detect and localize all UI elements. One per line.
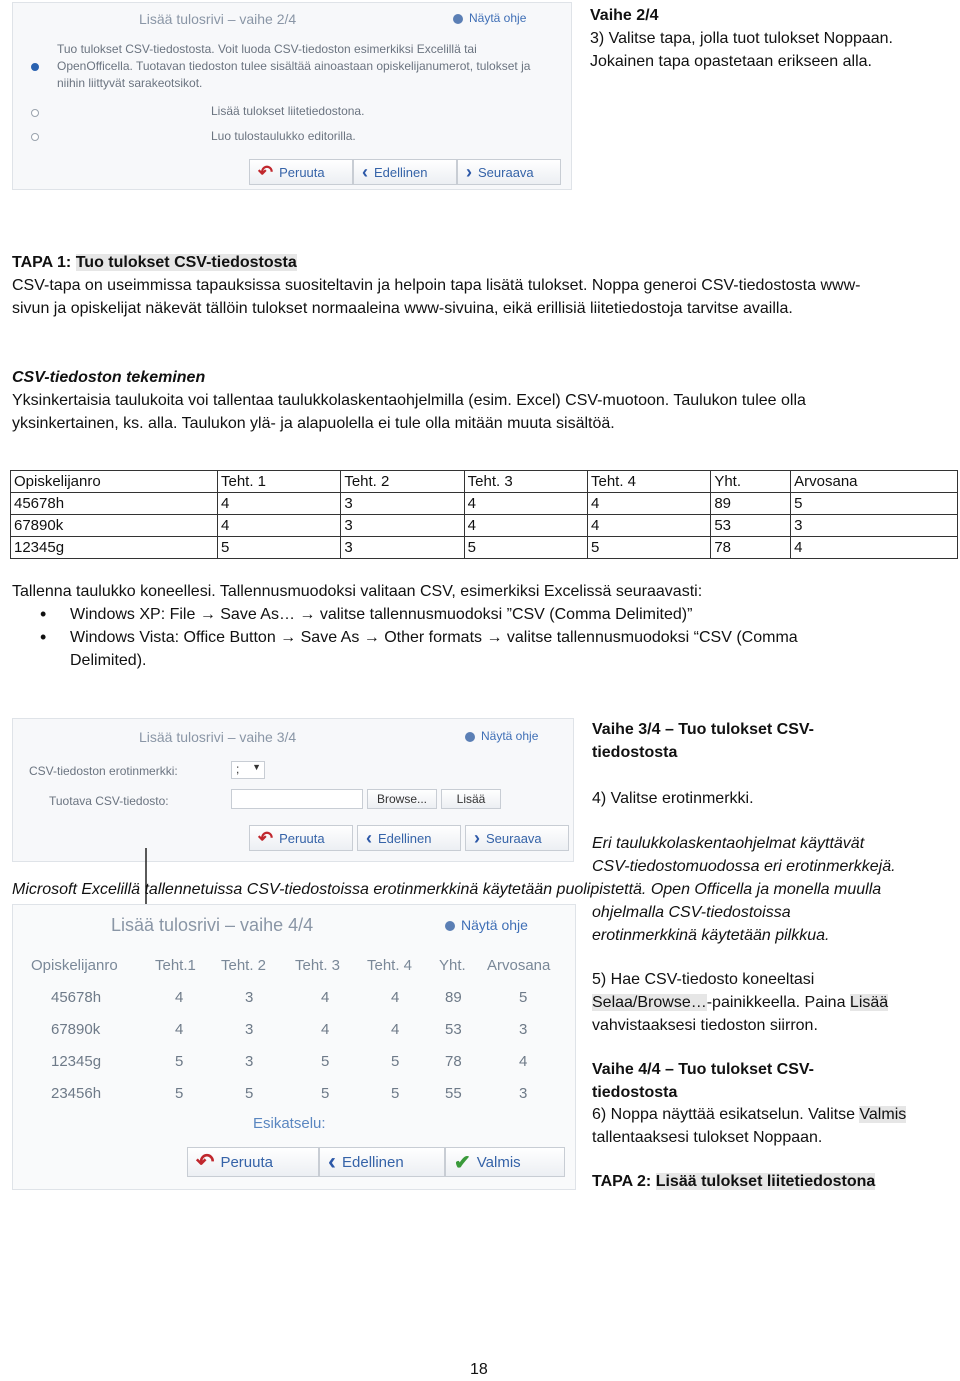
method-1-line-2: sivun ja opiskelijat näkevät tällöin tulokset normaaleina www-sivuina, eikä erillisiä liitetiedostoja tarvitse availla.: [12, 300, 793, 317]
finish-button-label: Valmis: [476, 1153, 521, 1171]
table-row: [11, 537, 958, 559]
chevron-left-icon: ‹: [366, 827, 372, 848]
screenshot-step-2: [12, 2, 572, 190]
help-link[interactable]: [453, 11, 526, 25]
preview-cell: 55: [445, 1085, 462, 1102]
table-header-cell: Teht. 2: [341, 471, 464, 493]
preview-cell: 5: [391, 1053, 400, 1070]
step-3-note: Eri taulukkolaskentaohjelmat käyttävät CSV-tiedostomuodossa eri erotinmerkkejä.: [592, 835, 896, 875]
table-cell: 4: [464, 493, 587, 515]
help-link[interactable]: [465, 729, 538, 743]
help-link-label: Näytä ohje: [469, 11, 527, 25]
chevron-left-icon: ‹: [362, 161, 368, 182]
method-1-heading: [12, 251, 297, 274]
table-cell: 3: [791, 515, 958, 537]
chevron-right-icon: ›: [474, 827, 480, 848]
previous-button-label: Edellinen: [374, 164, 428, 180]
table-header-cell: Arvosana: [791, 471, 958, 493]
screenshot-step-4: [12, 904, 576, 1190]
table-header-cell: Opiskelijanro: [11, 471, 218, 493]
preview-header-student: Opiskelijanro: [31, 957, 118, 974]
undo-arrow-icon: ↶: [258, 827, 274, 848]
save-instruction: Tallenna taulukko koneellesi. Tallennusmuodoksi valitaan CSV, esimerkiksi Excelissä seuraavasti:: [12, 583, 703, 600]
help-icon: [453, 14, 463, 24]
option-csv-text: Tuo tulokset CSV-tiedostosta. Voit luoda CSV-tiedoston esimerkiksi Excelillä tai OpenOfficella. Tuotavan tiedoston tulee sisältää ainoastaan opiskelijanumerot, tulokset ja niihin liittyvät sarakeotsikot.: [57, 42, 531, 90]
table-cell: 12345g: [11, 537, 218, 559]
preview-cell: 4: [391, 1021, 400, 1038]
preview-cell: 45678h: [51, 989, 102, 1006]
preview-cell: 3: [245, 989, 254, 1006]
csv-line-1: Yksinkertaisia taulukoita voi tallentaa taulukkolaskentaohjelmilla (esim. Excel) CSV-muotoon. Taulukon tulee olla: [12, 392, 806, 409]
preview-cell: 5: [175, 1085, 184, 1102]
step-2-block: [590, 4, 950, 73]
grades-table: [10, 470, 958, 559]
help-link[interactable]: [445, 917, 528, 933]
preview-cell: 3: [519, 1085, 528, 1102]
preview-cell: 4: [519, 1053, 528, 1070]
cancel-button-label: Peruuta: [220, 1153, 273, 1171]
next-button-label: Seuraava: [486, 830, 542, 846]
preview-cell: 78: [445, 1053, 462, 1070]
browse-button[interactable]: Browse...: [367, 789, 437, 809]
table-row: [11, 515, 958, 537]
separator-select[interactable]: ; ▼: [231, 761, 265, 779]
preview-header: Teht. 2: [221, 957, 267, 974]
preview-header: Yht.: [439, 957, 466, 974]
method-1-line-1: CSV-tapa on useimmissa tapauksissa suositeltavin ja helpoin tapa lisätä tulokset. Noppa generoi CSV-tiedostosta www-: [12, 277, 861, 294]
csv-line-2: yksinkertainen, ks. alla. Taulukon ylä- ja alapuolella ei tule olla mitään muuta sisältöä.: [12, 415, 615, 432]
next-button[interactable]: [465, 825, 569, 851]
table-cell: 4: [587, 515, 710, 537]
table-cell: 5: [218, 537, 341, 559]
preview-cell: 12345g: [51, 1053, 102, 1070]
step-3-note-wide: Microsoft Excelillä tallennetuissa CSV-tiedostoissa erotinmerkkinä käytetään puolipistettä. Open Officella ja monella muulla: [12, 881, 882, 898]
step-2-text: 3) Valitse tapa, jolla tuot tulokset Noppaan. Jokainen tapa opastetaan erikseen alla.: [590, 30, 893, 70]
table-cell: 5: [464, 537, 587, 559]
page-number: 18: [470, 1361, 488, 1378]
csv-heading: CSV-tiedoston tekeminen: [12, 369, 206, 386]
table-cell: 4: [464, 515, 587, 537]
help-icon: [465, 732, 475, 742]
cancel-button-label: Peruuta: [279, 164, 325, 180]
preview-cell: 5: [245, 1085, 254, 1102]
previous-button-label: Edellinen: [342, 1153, 404, 1171]
table-header-cell: Yht.: [711, 471, 791, 493]
option-editor-text: Luo tulostaulukko editorilla.: [211, 129, 356, 143]
table-row: [11, 493, 958, 515]
table-cell: 4: [587, 493, 710, 515]
preview-cell: 3: [519, 1021, 528, 1038]
step-3-heading: Vaihe 3/4 – Tuo tulokset CSV- tiedostosta: [592, 721, 814, 761]
table-cell: 3: [341, 537, 464, 559]
table-cell: 89: [711, 493, 791, 515]
undo-arrow-icon: ↶: [196, 1149, 215, 1174]
table-header-cell: Teht. 3: [464, 471, 587, 493]
chevron-right-icon: ›: [466, 161, 472, 182]
preview-header: Teht.1: [155, 957, 196, 974]
step-4-item-6: 6) Noppa näyttää esikatselun. Valitse Valmis tallentaaksesi tulokset Noppaan.: [592, 1106, 907, 1146]
table-header-cell: Teht. 1: [218, 471, 341, 493]
table-cell: 5: [791, 493, 958, 515]
file-input[interactable]: [231, 789, 363, 809]
preview-cell: 23456h: [51, 1085, 102, 1102]
table-cell: 4: [218, 515, 341, 537]
list-item: • Windows XP: File → Save As… → valitse tallennusmuodoksi ”CSV (Comma Delimited)”: [0, 603, 930, 626]
table-cell: 5: [587, 537, 710, 559]
table-header-cell: Teht. 4: [587, 471, 710, 493]
radio-csv[interactable]: [31, 63, 39, 71]
step-4-heading: Vaihe 4/4 – Tuo tulokset CSV- tiedostosta: [592, 1061, 814, 1101]
method-2-heading: TAPA 2: Lisää tulokset liitetiedostona: [592, 1173, 876, 1190]
preview-cell: 4: [391, 989, 400, 1006]
table-cell: 3: [341, 515, 464, 537]
table-cell: 3: [341, 493, 464, 515]
previous-button[interactable]: [353, 159, 457, 185]
step-3-item-5: 5) Hae CSV-tiedosto koneeltasi Selaa/Browse…-painikkeella. Paina Lisää vahvistaaksesi tiedoston siirron.: [592, 971, 889, 1034]
checkmark-icon: ✔: [454, 1151, 471, 1174]
preview-cell: 53: [445, 1021, 462, 1038]
method-1-prefix: TAPA 1:: [12, 254, 76, 271]
option-attachment-text: Lisää tulokset liitetiedostona.: [211, 104, 365, 118]
table-cell: 45678h: [11, 493, 218, 515]
preview-header: Teht. 4: [367, 957, 413, 974]
add-file-button[interactable]: Lisää: [441, 789, 501, 809]
preview-cell: 4: [175, 1021, 184, 1038]
save-steps-list: [0, 603, 930, 672]
method-1-title: Tuo tulokset CSV-tiedostosta: [75, 254, 297, 271]
dialog-title: Lisää tulosrivi – vaihe 3/4: [139, 729, 297, 745]
table-header-row: [11, 471, 958, 493]
dialog-title: Lisää tulosrivi – vaihe 4/4: [111, 915, 314, 935]
next-button[interactable]: [457, 159, 561, 185]
undo-arrow-icon: ↶: [258, 161, 274, 182]
preview-cell: 5: [321, 1085, 330, 1102]
screenshot-step-3: [12, 718, 574, 862]
cancel-button[interactable]: [249, 825, 353, 851]
step-3-item-4: 4) Valitse erotinmerkki.: [592, 790, 754, 807]
preview-cell: 67890k: [51, 1021, 101, 1038]
chevron-left-icon: ‹: [328, 1148, 336, 1175]
finish-button[interactable]: [445, 1147, 565, 1177]
separator-label: CSV-tiedoston erotinmerkki:: [29, 764, 178, 778]
table-cell: 4: [218, 493, 341, 515]
help-icon: [445, 921, 455, 931]
preview-cell: 5: [519, 989, 528, 1006]
preview-cell: 89: [445, 989, 462, 1006]
table-cell: 53: [711, 515, 791, 537]
preview-cell: 3: [245, 1053, 254, 1070]
step-2-heading: Vaihe 2/4: [590, 7, 659, 24]
preview-cell: 4: [175, 989, 184, 1006]
file-label: Tuotava CSV-tiedosto:: [49, 794, 169, 808]
step-3-note-end: ohjelmalla CSV-tiedostoissa erotinmerkkinä käytetään pilkkua.: [592, 904, 830, 944]
cancel-button[interactable]: [249, 159, 353, 185]
list-item: • Windows Vista: Office Button → Save As → Other formats → valitse tallennusmuodoksi “CSV (Comma Delimited).: [0, 626, 930, 672]
preview-cell: 5: [175, 1053, 184, 1070]
dialog-title: Lisää tulosrivi – vaihe 2/4: [139, 11, 297, 27]
preview-cell: 5: [391, 1085, 400, 1102]
previous-button-label: Edellinen: [378, 830, 432, 846]
preview-header: Arvosana: [487, 957, 551, 974]
radio-editor[interactable]: [31, 133, 39, 141]
table-cell: 67890k: [11, 515, 218, 537]
table-cell: 78: [711, 537, 791, 559]
previous-button[interactable]: [357, 825, 461, 851]
preview-header: Teht. 3: [295, 957, 341, 974]
radio-attachment[interactable]: [31, 109, 39, 117]
table-cell: 4: [791, 537, 958, 559]
preview-cell: 3: [245, 1021, 254, 1038]
previous-button[interactable]: [319, 1147, 445, 1177]
preview-label: Esikatselu:: [253, 1115, 326, 1132]
chevron-down-icon: ▼: [252, 762, 261, 772]
preview-cell: 5: [321, 1053, 330, 1070]
preview-cell: 4: [321, 1021, 330, 1038]
preview-cell: 4: [321, 989, 330, 1006]
cancel-button[interactable]: [187, 1147, 319, 1177]
help-link-label: Näytä ohje: [461, 917, 528, 933]
next-button-label: Seuraava: [478, 164, 534, 180]
cancel-button-label: Peruuta: [279, 830, 325, 846]
help-link-label: Näytä ohje: [481, 729, 539, 743]
